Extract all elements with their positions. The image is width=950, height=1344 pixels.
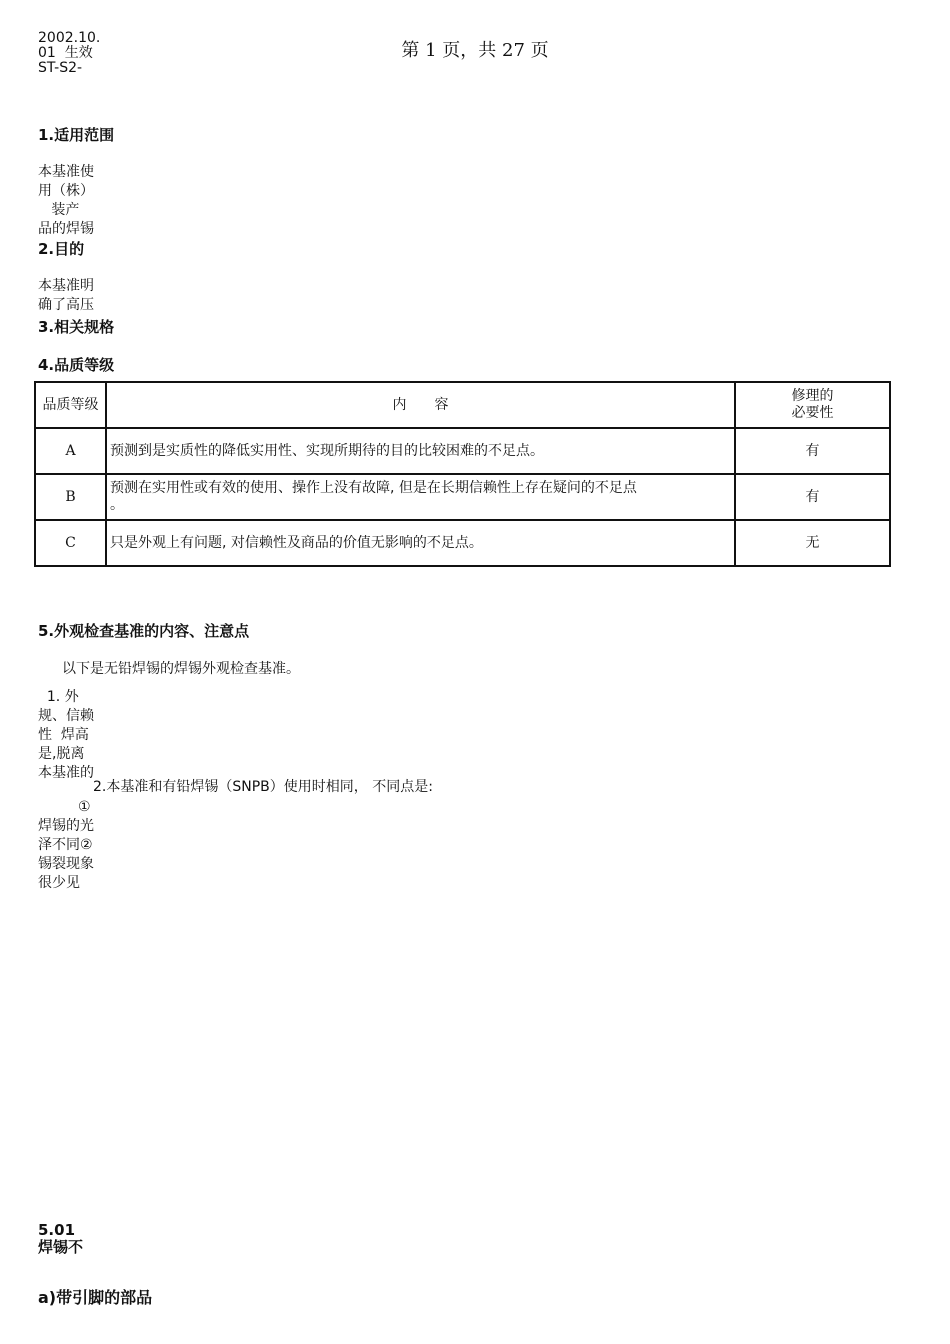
table-header-row — [35, 382, 890, 428]
document-stamp: 2002.10. 01 生效 ST-S2- — [38, 30, 101, 76]
grade-cell: A — [35, 428, 106, 474]
inspection-note-2-details: ① 焊锡的光 泽不同② 锡裂现象 很少见 — [38, 799, 94, 891]
content-cell: 预测在实用性或有效的使用、操作上没有故障, 但是在长期信赖性上存在疑问的不足点 。 — [106, 474, 735, 520]
section-title-5-01: 5.01 焊锡不 — [38, 1221, 84, 1256]
inspection-note-1: 1. 外 规、信赖 性 焊高 是,脱离 本基准的 — [38, 689, 94, 781]
table-row — [35, 474, 890, 520]
section-title-inspection-standard: 5.外观检查基准的内容、注意点 — [38, 622, 250, 640]
repair-cell: 无 — [735, 520, 890, 566]
section-title-related-standards: 3.相关规格 — [38, 318, 115, 336]
subsection-title-leaded-parts: a)带引脚的部品 — [38, 1288, 153, 1307]
grade-cell: B — [35, 474, 106, 520]
inspection-intro: 以下是无铅焊锡的焊锡外观检查基准。 — [62, 661, 300, 677]
grade-cell: C — [35, 520, 106, 566]
quality-grade-table — [34, 381, 891, 567]
table-row — [35, 520, 890, 566]
section-title-purpose: 2.目的 — [38, 240, 85, 258]
header-content: 内 容 — [106, 382, 735, 428]
content-cell: 预测到是实质性的降低实用性、实现所期待的目的比较困难的不足点。 — [106, 428, 735, 474]
repair-cell: 有 — [735, 428, 890, 474]
page-number: 第 1 页，共 27 页 — [401, 40, 549, 61]
header-grade: 品质等级 — [35, 382, 106, 428]
content-cell: 只是外观上有问题, 对信赖性及商品的价值无影响的不足点。 — [106, 520, 735, 566]
section-title-scope: 1.适用范围 — [38, 126, 115, 144]
repair-cell: 有 — [735, 474, 890, 520]
header-repair-necessity: 修理的 必要性 — [735, 382, 890, 428]
section-body-scope: 本基准使 用（株） 装产 品的焊锡 — [38, 164, 94, 237]
section-body-purpose: 本基准明 确了高压 — [38, 278, 94, 313]
section-title-quality-grade: 4.品质等级 — [38, 356, 115, 374]
inspection-note-2: 2.本基准和有铅焊锡（SNPB）使用时相同， 不同点是: — [93, 779, 433, 795]
table-row — [35, 428, 890, 474]
